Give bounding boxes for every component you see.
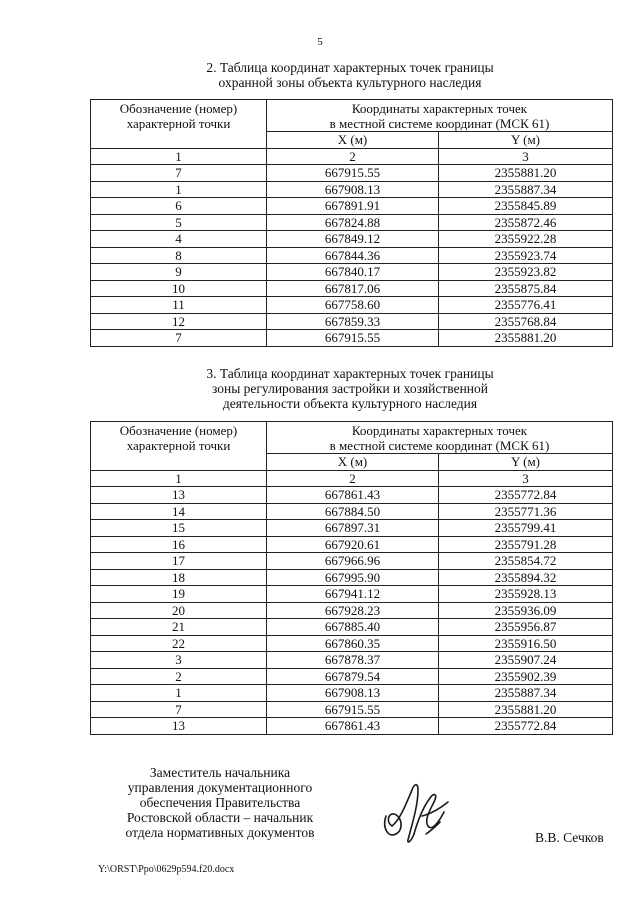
column-number: 1 <box>91 470 267 487</box>
table-row <box>91 668 613 685</box>
point-number-cell: 12 <box>91 313 267 330</box>
header-line: в местной системе координат (МСК 61) <box>329 438 550 453</box>
point-number-cell: 3 <box>91 652 267 669</box>
y-coordinate-cell: 2355875.84 <box>439 280 613 297</box>
y-coordinate-cell: 2355772.84 <box>439 718 613 735</box>
x-coordinate-cell: 667840.17 <box>267 264 439 281</box>
table-row <box>91 280 613 297</box>
table-row <box>91 602 613 619</box>
coords-column-header <box>267 422 613 454</box>
header-line: характерной точки <box>126 116 231 131</box>
point-number-cell: 1 <box>91 685 267 702</box>
table-row <box>91 165 613 182</box>
table-row <box>91 652 613 669</box>
table-row <box>91 685 613 702</box>
x-coordinate-cell: 667920.61 <box>267 536 439 553</box>
table-2-title-line: зоны регулирования застройки и хозяйственной <box>211 381 488 396</box>
column-number: 2 <box>267 470 439 487</box>
position-line: отдела нормативных документов <box>125 825 315 840</box>
table-row <box>91 313 613 330</box>
position-line: управления документационного <box>127 780 313 795</box>
header-line: Обозначение (номер) <box>119 423 238 438</box>
x-coordinate-cell: 667861.43 <box>267 718 439 735</box>
x-coordinate-cell: 667915.55 <box>267 701 439 718</box>
position-line: обеспечения Правительства <box>139 795 301 810</box>
y-coordinate-cell: 2355881.20 <box>439 330 613 347</box>
x-coordinate-cell: 667908.13 <box>267 685 439 702</box>
y-coordinate-cell: 2355854.72 <box>439 553 613 570</box>
position-line: Заместитель начальника <box>149 765 291 780</box>
x-coordinate-cell: 667995.90 <box>267 569 439 586</box>
point-number-cell: 15 <box>91 520 267 537</box>
header-line: Координаты характерных точек <box>351 101 528 116</box>
y-coordinate-cell: 2355768.84 <box>439 313 613 330</box>
header-line: в местной системе координат (МСК 61) <box>329 116 550 131</box>
y-coordinate-cell: 2355881.20 <box>439 701 613 718</box>
y-coordinate-cell: 2355907.24 <box>439 652 613 669</box>
table-row <box>91 330 613 347</box>
y-column-header: Y (м) <box>439 132 613 149</box>
table-row <box>91 619 613 636</box>
point-number-cell: 14 <box>91 503 267 520</box>
table-2-title-line: 3. Таблица координат характерных точек границы <box>206 366 494 381</box>
x-coordinate-cell: 667915.55 <box>267 165 439 182</box>
point-number-cell: 4 <box>91 231 267 248</box>
table-row <box>91 718 613 735</box>
x-coordinate-cell: 667885.40 <box>267 619 439 636</box>
point-number-cell: 11 <box>91 297 267 314</box>
handwritten-signature-icon <box>378 776 454 848</box>
table-row <box>91 264 613 281</box>
column-number: 1 <box>91 148 267 165</box>
point-number-cell: 22 <box>91 635 267 652</box>
point-number-cell: 8 <box>91 247 267 264</box>
point-column-header <box>91 100 267 149</box>
table-row <box>91 247 613 264</box>
table-row <box>91 635 613 652</box>
table-2-title <box>90 366 610 411</box>
coordinates-table-2 <box>90 421 613 735</box>
y-coordinate-cell: 2355894.32 <box>439 569 613 586</box>
point-number-cell: 19 <box>91 586 267 603</box>
x-coordinate-cell: 667859.33 <box>267 313 439 330</box>
table-1-title <box>90 60 610 90</box>
column-number: 3 <box>439 148 613 165</box>
table-row <box>91 536 613 553</box>
point-number-cell: 2 <box>91 668 267 685</box>
x-coordinate-cell: 667908.13 <box>267 181 439 198</box>
y-coordinate-cell: 2355887.34 <box>439 685 613 702</box>
table-row <box>91 503 613 520</box>
table-row <box>91 214 613 231</box>
y-coordinate-cell: 2355771.36 <box>439 503 613 520</box>
table-row <box>91 569 613 586</box>
table-row <box>91 297 613 314</box>
y-coordinate-cell: 2355799.41 <box>439 520 613 537</box>
y-coordinate-cell: 2355772.84 <box>439 487 613 504</box>
signatory-name: В.В. Сечков <box>535 830 604 845</box>
point-number-cell: 7 <box>91 330 267 347</box>
x-coordinate-cell: 667897.31 <box>267 520 439 537</box>
x-coordinate-cell: 667941.12 <box>267 586 439 603</box>
point-column-header <box>91 422 267 471</box>
table-1-title-line: 2. Таблица координат характерных точек границы <box>206 60 494 75</box>
table-row <box>91 586 613 603</box>
x-coordinate-cell: 667891.91 <box>267 198 439 215</box>
x-coordinate-cell: 667879.54 <box>267 668 439 685</box>
header-line: характерной точки <box>126 438 231 453</box>
point-number-cell: 5 <box>91 214 267 231</box>
point-number-cell: 1 <box>91 181 267 198</box>
table-row <box>91 520 613 537</box>
point-number-cell: 13 <box>91 487 267 504</box>
x-coordinate-cell: 667966.96 <box>267 553 439 570</box>
x-column-header: X (м) <box>267 454 439 471</box>
x-coordinate-cell: 667817.06 <box>267 280 439 297</box>
header-line: Обозначение (номер) <box>119 101 238 116</box>
point-number-cell: 13 <box>91 718 267 735</box>
position-line: Ростовской области – начальник <box>126 810 314 825</box>
x-coordinate-cell: 667884.50 <box>267 503 439 520</box>
x-coordinate-cell: 667915.55 <box>267 330 439 347</box>
y-coordinate-cell: 2355922.28 <box>439 231 613 248</box>
x-coordinate-cell: 667849.12 <box>267 231 439 248</box>
point-number-cell: 7 <box>91 701 267 718</box>
y-coordinate-cell: 2355923.74 <box>439 247 613 264</box>
x-coordinate-cell: 667844.36 <box>267 247 439 264</box>
y-coordinate-cell: 2355936.09 <box>439 602 613 619</box>
table-row <box>91 198 613 215</box>
table-2-title-line: деятельности объекта культурного наследия <box>222 396 478 411</box>
table-1-title-line: охранной зоны объекта культурного наследия <box>218 75 482 90</box>
table-row <box>91 701 613 718</box>
y-coordinate-cell: 2355872.46 <box>439 214 613 231</box>
point-number-cell: 6 <box>91 198 267 215</box>
x-coordinate-cell: 667860.35 <box>267 635 439 652</box>
y-coordinate-cell: 2355923.82 <box>439 264 613 281</box>
table-row <box>91 181 613 198</box>
point-number-cell: 16 <box>91 536 267 553</box>
x-coordinate-cell: 667861.43 <box>267 487 439 504</box>
y-coordinate-cell: 2355776.41 <box>439 297 613 314</box>
table-row <box>91 231 613 248</box>
coords-column-header <box>267 100 613 132</box>
point-number-cell: 7 <box>91 165 267 182</box>
point-number-cell: 21 <box>91 619 267 636</box>
column-number: 2 <box>267 148 439 165</box>
x-coordinate-cell: 667758.60 <box>267 297 439 314</box>
file-path: Y:\ORST\Ppo\0629p594.f20.docx <box>98 864 235 875</box>
x-coordinate-cell: 667878.37 <box>267 652 439 669</box>
y-column-header: Y (м) <box>439 454 613 471</box>
x-coordinate-cell: 667824.88 <box>267 214 439 231</box>
table-row <box>91 553 613 570</box>
page-number: 5 <box>317 36 323 48</box>
point-number-cell: 20 <box>91 602 267 619</box>
column-number: 3 <box>439 470 613 487</box>
coordinates-table-1 <box>90 99 613 347</box>
x-coordinate-cell: 667928.23 <box>267 602 439 619</box>
y-coordinate-cell: 2355791.28 <box>439 536 613 553</box>
y-coordinate-cell: 2355881.20 <box>439 165 613 182</box>
y-coordinate-cell: 2355928.13 <box>439 586 613 603</box>
table-row <box>91 487 613 504</box>
y-coordinate-cell: 2355887.34 <box>439 181 613 198</box>
y-coordinate-cell: 2355916.50 <box>439 635 613 652</box>
point-number-cell: 9 <box>91 264 267 281</box>
y-coordinate-cell: 2355845.89 <box>439 198 613 215</box>
x-column-header: X (м) <box>267 132 439 149</box>
point-number-cell: 17 <box>91 553 267 570</box>
header-line: Координаты характерных точек <box>351 423 528 438</box>
y-coordinate-cell: 2355902.39 <box>439 668 613 685</box>
y-coordinate-cell: 2355956.87 <box>439 619 613 636</box>
point-number-cell: 10 <box>91 280 267 297</box>
point-number-cell: 18 <box>91 569 267 586</box>
signatory-position <box>100 765 340 840</box>
